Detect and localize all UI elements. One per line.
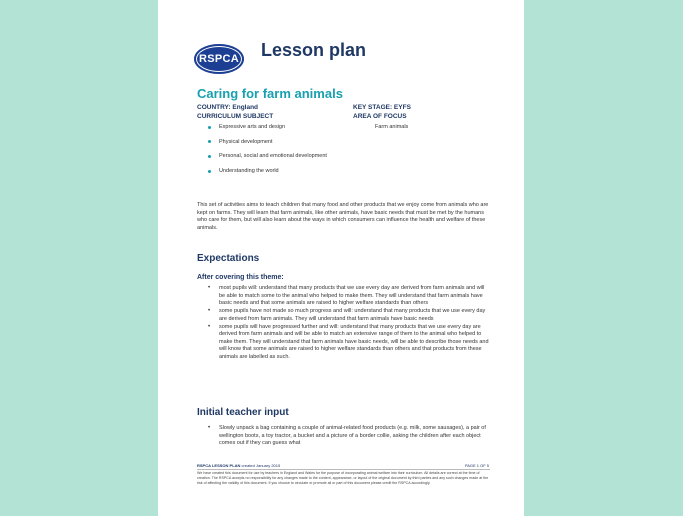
document-page <box>158 0 524 516</box>
curriculum-subject-heading: CURRICULUM SUBJECT <box>197 113 274 120</box>
initial-teacher-input-heading: Initial teacher input <box>197 407 289 418</box>
footer-title <box>197 463 280 468</box>
footer-title-date: created January 2015 <box>240 463 281 468</box>
footer-disclaimer: We have created this document for use by teachers in England and Wales for the purpose of incorporating animal welfare into their curriculum. All details are correct at the time of creation. The RSPCA accepts no responsibility for any changes made to the content, appearance, or layout of the original document by third parties and any such changes made at the risk of affecting the validity of this document. If you choose to circulate or promote all or part of this document please credit the RSPCA accordingly. <box>197 471 489 485</box>
intro-paragraph: This set of activities aims to teach children that many food and other products that we enjoy come from animals who are kept on farms. They will learn that farm animals, like other animals, have basic needs that must be met by the humans who care for them, but will also learn about the ways in which consumers can influence the health and welfare of these animals. <box>197 202 489 231</box>
key-stage-label: KEY STAGE: EYFS <box>353 104 411 111</box>
document-title: Lesson plan <box>261 40 367 60</box>
expectations-subheading: After covering this theme: <box>197 274 284 281</box>
area-of-focus-heading: AREA OF FOCUS <box>353 113 407 120</box>
logo-text: RSPCA <box>198 53 239 65</box>
expectation-item: • most pupils will: understand that many products that we use every day are derived from farm animals and will be able to match some to the animal who helped to make them. They will understand that farm animals have basic needs and that some animals are raised to higher welfare standards than others <box>197 285 490 308</box>
teacher-input-item: • Slowly unpack a bag containing a couple of animal-related food products (e.g. milk, some sausages), a pair of wellington boots, a toy tractor, a bucket and a picture of a border collie, asking the children after each object comes out if they can guess what <box>197 425 490 448</box>
expectation-item: • some pupils have not made so much progress and will: understand that many products that we use every day are derived from farm animals. They will understand that farm animals have basic needs <box>197 308 490 323</box>
footer-title-bold: RSPCA LESSON PLAN <box>197 463 241 468</box>
expectations-heading: Expectations <box>197 253 260 264</box>
rspca-logo <box>194 44 244 74</box>
subject-item: Expressive arts and design <box>197 124 327 139</box>
curriculum-subject-list <box>197 124 327 183</box>
country-label: COUNTRY: England <box>197 104 259 111</box>
subject-item: Understanding the world <box>197 168 327 183</box>
area-of-focus-value: Farm animals <box>375 124 409 130</box>
subject-item: Physical development <box>197 139 327 154</box>
teacher-input-list <box>197 425 490 448</box>
subject-item: Personal, social and emotional development <box>197 153 327 168</box>
lesson-title: Caring for farm animals <box>197 86 343 101</box>
footer-page-number: PAGE 1 OF 5 <box>464 463 489 468</box>
expectation-item: • some pupils will have progressed further and will: understand that many products that we use every day are derived from farm animals and will be able to match an extensive range of them to the animal who helped to make them. They will understand that farm animals have basic needs, will be able to describe those needs and will know that some animals are raised to higher welfare standards than others and that products from these animals are labelled as such. <box>197 324 490 362</box>
expectations-list <box>197 285 490 362</box>
footer-divider <box>197 469 490 470</box>
